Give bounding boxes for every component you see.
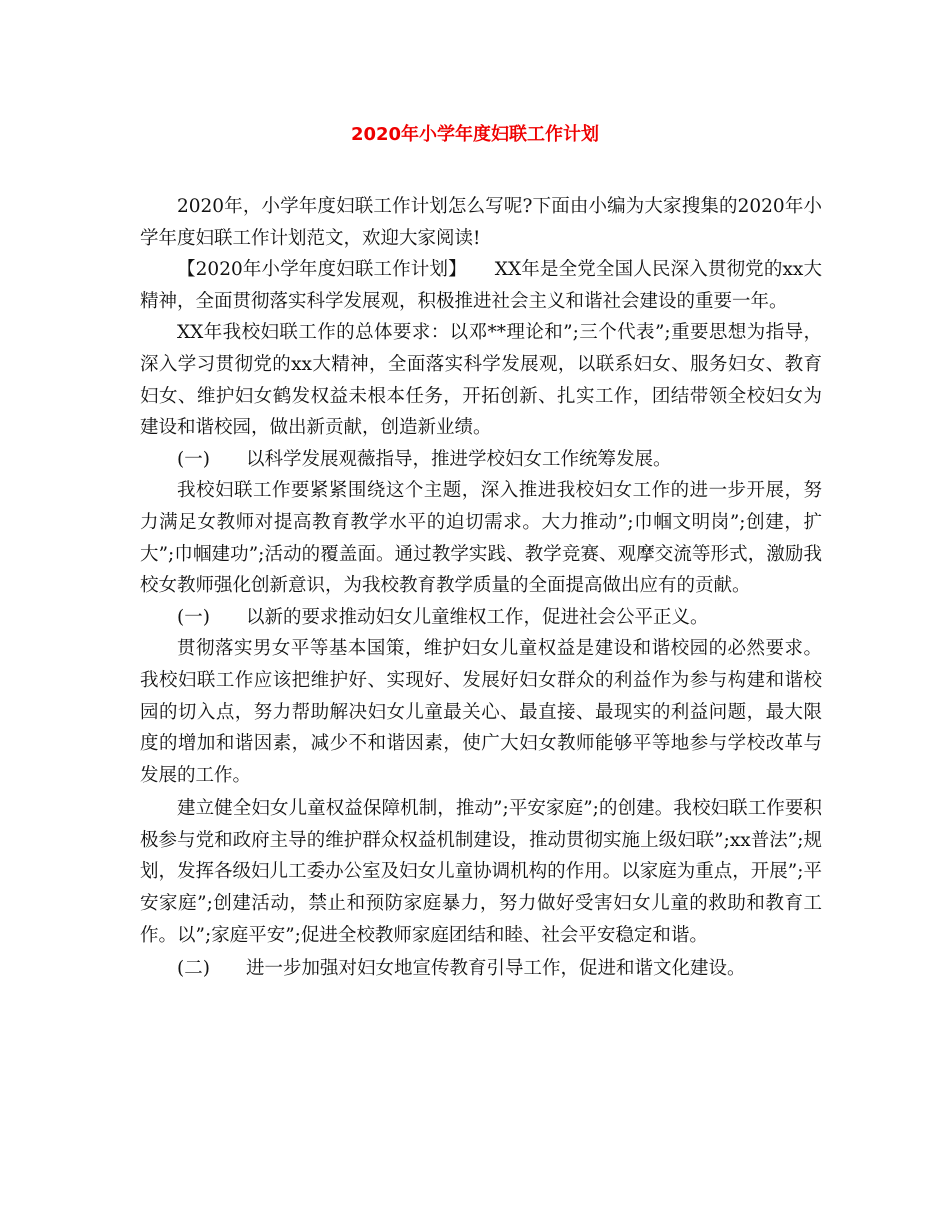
section-heading-text: 以新的要求推动妇女儿童维权工作，促进社会公平正义。 (246, 606, 709, 628)
section-number: (一) (177, 448, 210, 470)
section-heading-text: 以科学发展观薇指导，推进学校妇女工作统筹发展。 (246, 448, 672, 470)
section-number: (一) (177, 606, 210, 628)
plan-heading-paragraph: 【2020年小学年度妇联工作计划】 XX年是全党全国人民深入贯彻党的xx大精神，全面贯彻落实科学发展观，积极推进社会主义和谐社会建设的重要一年。 (140, 259, 822, 312)
section-paragraph: 贯彻落实男女平等基本国策，维护妇女儿童权益是建设和谐校园的必然要求。我校妇联工作应该把维护好、实现好、发展好妇女群众的利益作为参与构建和谐校园的切入点，努力帮助解决妇女儿童最关心、最直接、最现实的利益问题，最大限度的增加和谐因素，减少不和谐因素，使广大妇女教师能够平等地参与学校改革与发展的工作。 (140, 638, 822, 786)
section-paragraph: 我校妇联工作要紧紧围绕这个主题，深入推进我校妇女工作的进一步开展，努力满足女教师对提高教育教学水平的迫切需求。大力推动”;巾帼文明岗”;创建，扩大”;巾帼建功”;活动的覆盖面。通过教学实践、教学竞赛、观摩交流等形式，激励我校女教师强化创新意识，为我校教育教学质量的全面提高做出应有的贡献。 (140, 480, 822, 597)
section-heading-3 (140, 953, 822, 985)
document-title: 2020年小学年度妇联工作计划 (350, 124, 600, 145)
section-paragraph: 建立健全妇女儿童权益保障机制，推动”;平安家庭”;的创建。我校妇联工作要积极参与党和政府主导的维护群众权益机制建设，推动贯彻实施上级妇联”;xx普法”;规划，发挥各级妇儿工委办公室及妇女儿童协调机构的作用。以家庭为重点，开展”;平安家庭”;创建活动，禁止和预防家庭暴力，努力做好受害妇女儿童的救助和教育工作。以”;家庭平安”;促进全校教师家庭团结和睦、社会平安稳定和谐。 (140, 798, 822, 946)
section-heading-1 (140, 444, 822, 476)
general-requirements-paragraph: XX年我校妇联工作的总体要求：以邓**理论和”;三个代表”;重要思想为指导，深入学习贯彻党的xx大精神，全面落实科学发展观，以联系妇女、服务妇女、教育妇女、维护妇女鹤发权益未根本任务，开拓创新、扎实工作，团结带领全校妇女为建设和谐校园，做出新贡献，创造新业绩。 (140, 322, 822, 439)
section-number: (二) (177, 958, 210, 980)
document-body (140, 191, 822, 985)
section-heading-2 (140, 602, 822, 634)
intro-paragraph: 2020年，小学年度妇联工作计划怎么写呢?下面由小编为大家搜集的2020年小学年度妇联工作计划范文，欢迎大家阅读! (140, 196, 822, 249)
section-heading-text: 进一步加强对妇女地宣传教育引导工作，促进和谐文化建设。 (246, 958, 746, 980)
